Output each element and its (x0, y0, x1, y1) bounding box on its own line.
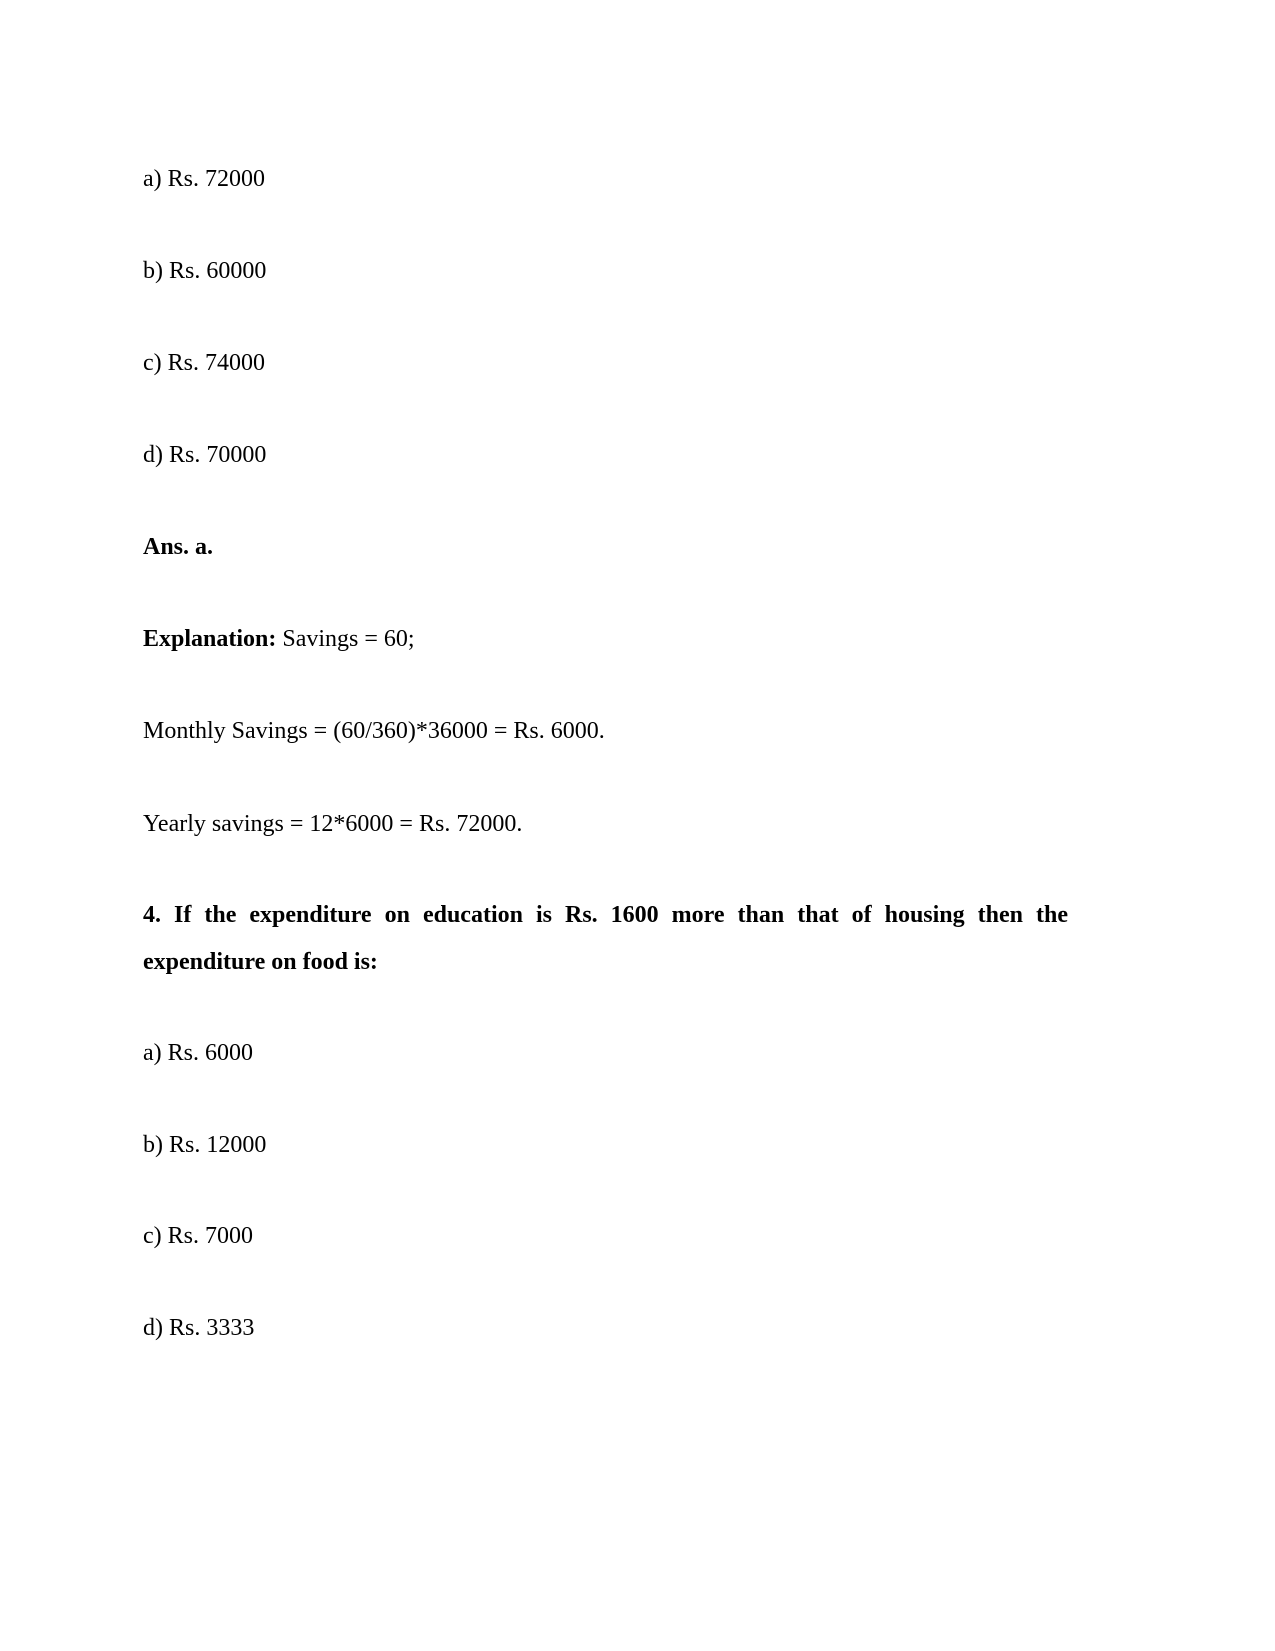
q3-option-a: a) Rs. 72000 (143, 166, 265, 192)
explanation-label: Explanation: (143, 626, 277, 652)
q3-option-c: c) Rs. 74000 (143, 350, 265, 376)
monthly-savings-line: Monthly Savings = (60/360)*36000 = Rs. 6000. (143, 718, 605, 744)
q4-option-c: c) Rs. 7000 (143, 1223, 253, 1249)
q3-option-b: b) Rs. 60000 (143, 258, 267, 284)
question-4 (143, 901, 1068, 976)
yearly-savings-line: Yearly savings = 12*6000 = Rs. 72000. (143, 811, 523, 837)
q4-option-a: a) Rs. 6000 (143, 1040, 253, 1066)
question-4-line-1: 4. If the expenditure on education is Rs. 1600 more than that of housing then the (143, 902, 1068, 928)
explanation-line (143, 625, 415, 653)
q4-option-b: b) Rs. 12000 (143, 1132, 267, 1158)
q4-option-d: d) Rs. 3333 (143, 1315, 255, 1341)
explanation-text: Savings = 60; (276, 626, 415, 652)
question-4-line-2: expenditure on food is: (143, 949, 378, 975)
q3-option-d: d) Rs. 70000 (143, 442, 267, 468)
q3-answer: Ans. a. (143, 534, 214, 560)
